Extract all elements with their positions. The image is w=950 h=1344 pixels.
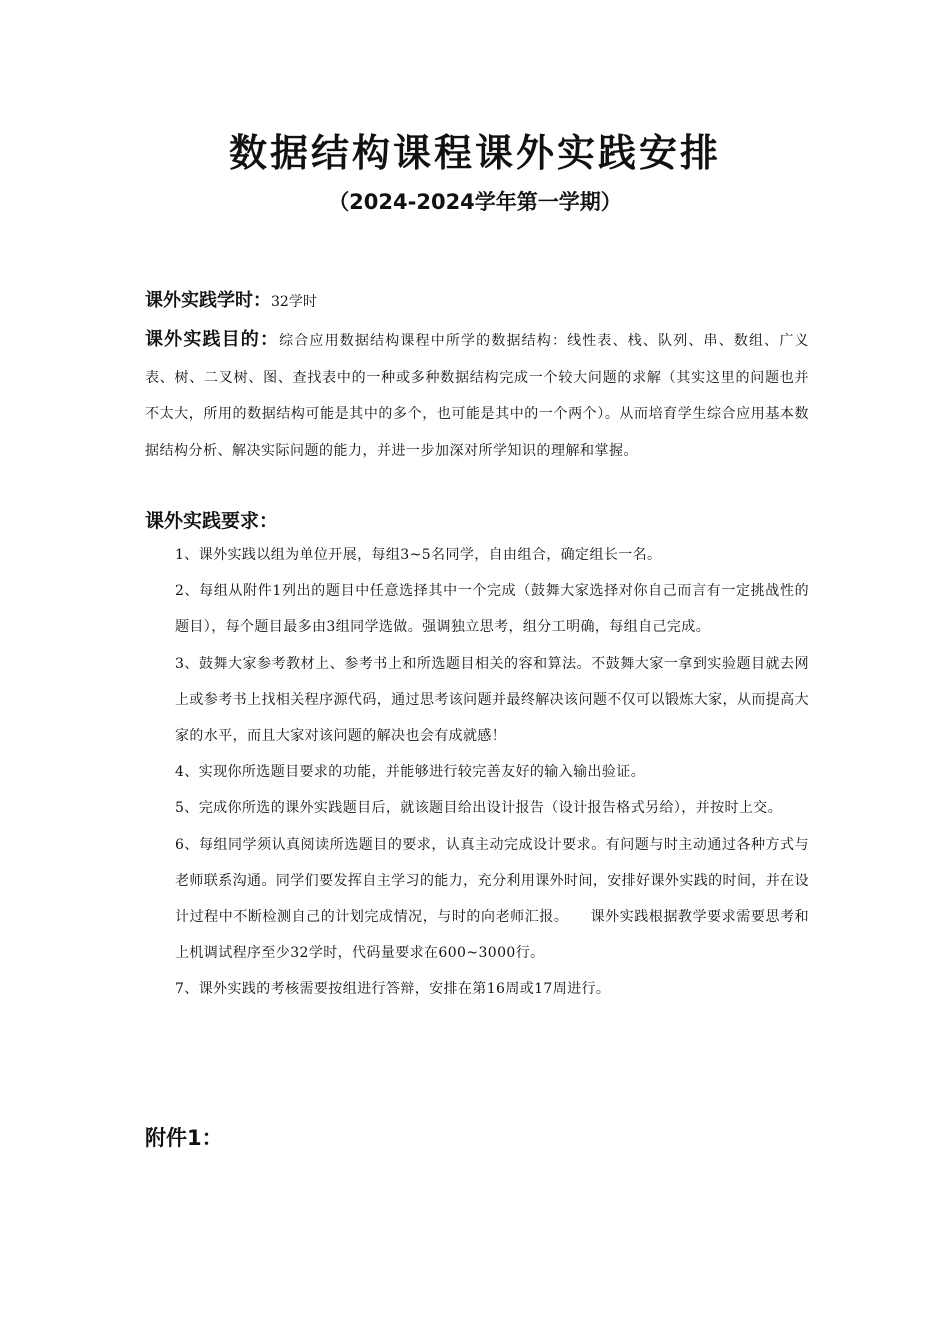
requirements-list — [175, 537, 809, 1008]
requirement-item: 4、实现你所选题目要求的功能，并能够进行较完善友好的输入输出验证。 — [175, 764, 646, 781]
hours-value: 32学时 — [271, 294, 317, 310]
requirement-item: 6、每组同学须认真阅读所选题目的要求，认真主动完成设计要求。有问题与时主动通过各种方式与老师联系沟通。同学们要发挥自主学习的能力，充分利用课外时间，安排好课外实践的时间，并在设计过程中不断检测自己的计划完成情况，与时的向老师汇报。 课外实践根据教学要求需要思考和上机调试程序至少32学时，代码量要求在600~3000行。 — [175, 836, 809, 962]
annex-heading: 附件1： — [145, 1126, 223, 1150]
purpose-section — [145, 322, 809, 469]
hours-section — [145, 288, 317, 315]
purpose-label: 课外实践目的： — [145, 329, 280, 350]
hours-label: 课外实践学时： — [145, 290, 271, 311]
requirements-heading: 课外实践要求： — [145, 510, 279, 532]
document-subtitle: （2024-2024学年第一学期） — [328, 190, 622, 214]
requirement-item: 5、完成你所选的课外实践题目后，就该题目给出设计报告（设计报告格式另给），并按时上交。 — [175, 800, 783, 817]
requirement-item: 2、每组从附件1列出的题目中任意选择其中一个完成（鼓舞大家选择对你自己而言有一定挑战性的题目），每个题目最多由3组同学选做。强调独立思考，组分工明确，每组自己完成。 — [175, 583, 809, 636]
requirement-item: 1、课外实践以组为单位开展，每组3~5名同学，自由组合，确定组长一名。 — [175, 547, 662, 563]
requirement-item: 3、鼓舞大家参考教材上、参考书上和所选题目相关的容和算法。不鼓舞大家一拿到实验题目就去网上或参考书上找相关程序源代码，通过思考该问题并最终解决该问题不仅可以锻炼大家，从而提高大家的水平，而且大家对该问题的解决也会有成就感！ — [175, 655, 809, 745]
document-title: 数据结构课程课外实践安排 — [228, 131, 721, 175]
purpose-text: 综合应用数据结构课程中所学的数据结构：线性表、栈、队列、串、数组、广义表、树、二叉树、图、查找表中的一种或多种数据结构完成一个较大问题的求解（其实这里的问题也并不太大，所用的数据结构可能是其中的多个，也可能是其中的一个两个）。从而培育学生综合应用基本数据结构分析、解决实际问题的能力，并进一步加深对所学知识的理解和掌握。 — [145, 333, 809, 459]
requirement-item: 7、课外实践的考核需要按组进行答辩，安排在第16周或17周进行。 — [175, 981, 611, 998]
